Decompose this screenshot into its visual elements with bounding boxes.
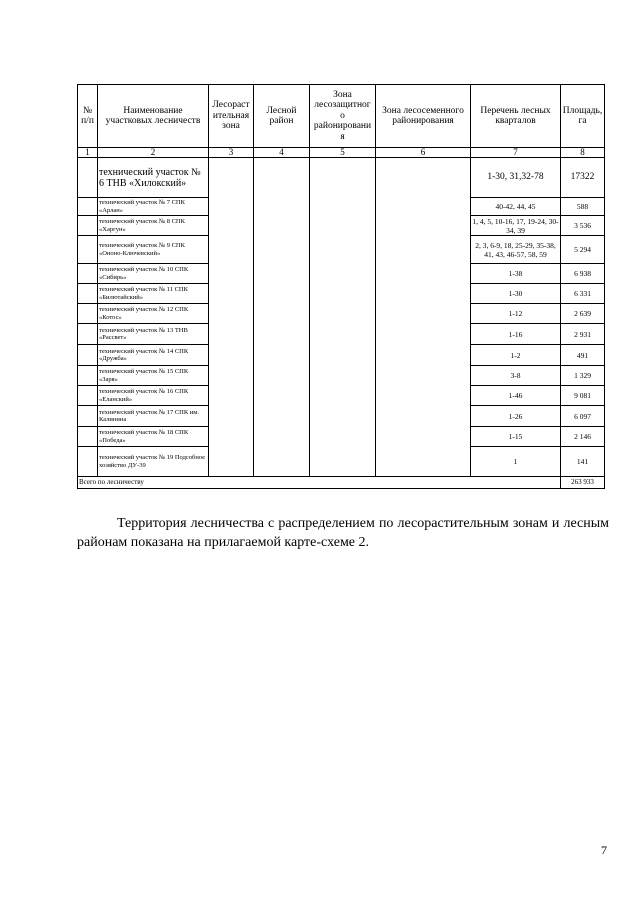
row-number-cell: [78, 366, 98, 386]
row-number-cell: [78, 198, 98, 216]
section-name: технический участок № 6 ТНВ «Хилокский»: [98, 158, 209, 198]
area-cell: 2 639: [561, 304, 605, 324]
column-number: 7: [471, 148, 561, 158]
quarters-cell: 1-26: [471, 406, 561, 427]
header-cell: Наименование участковых лесничеств: [98, 85, 209, 148]
quarters-cell: 1-38: [471, 264, 561, 284]
area-cell: 3 536: [561, 216, 605, 236]
quarters-cell: 3-8: [471, 366, 561, 386]
row-number-cell: [78, 264, 98, 284]
row-number-cell: [78, 216, 98, 236]
column-number: 8: [561, 148, 605, 158]
row-number-cell: [78, 304, 98, 324]
quarters-cell: 2, 3, 6-9, 18, 25-29, 35-38, 41, 43, 46-57, 58, 59: [471, 236, 561, 264]
area-cell: 141: [561, 447, 605, 477]
section-name: технический участок № 10 СПК «Сибирь»: [98, 264, 209, 284]
section-name: технический участок № 16 СПК «Еланский»: [98, 386, 209, 406]
area-cell: 6 097: [561, 406, 605, 427]
quarters-cell: 1-30, 31,32-78: [471, 158, 561, 198]
area-cell: 1 329: [561, 366, 605, 386]
total-row: [78, 477, 605, 489]
quarters-cell: 1-15: [471, 427, 561, 447]
total-label: Всего по лесничеству: [78, 477, 561, 489]
column-number: 3: [209, 148, 254, 158]
header-cell: Перечень лесных кварталов: [471, 85, 561, 148]
row-number-cell: [78, 284, 98, 304]
column-number: 6: [376, 148, 471, 158]
row-number-cell: [78, 447, 98, 477]
forestry-table: [77, 84, 605, 489]
quarters-cell: 40-42, 44, 45: [471, 198, 561, 216]
section-name: технический участок № 18 СПК «Победа»: [98, 427, 209, 447]
header-cell: Зона лесозащитног о районировани я: [310, 85, 376, 148]
column-number: 2: [98, 148, 209, 158]
header-cell: № п/п: [78, 85, 98, 148]
zone-cell: [209, 158, 254, 477]
row-number-cell: [78, 158, 98, 198]
section-name: технический участок № 14 СПК «Дружба»: [98, 345, 209, 366]
column-number: 5: [310, 148, 376, 158]
area-cell: 17322: [561, 158, 605, 198]
quarters-cell: 1, 4, 5, 10-16, 17, 19-24, 30-34, 39: [472, 216, 559, 235]
row-number-cell: [78, 406, 98, 427]
quarters-cell: 1: [471, 447, 561, 477]
header-cell: Площадь, га: [561, 85, 605, 148]
column-number: 4: [254, 148, 310, 158]
row-number-cell: [78, 324, 98, 345]
area-cell: 2 146: [561, 427, 605, 447]
area-cell: 491: [561, 345, 605, 366]
row-number-cell: [78, 386, 98, 406]
section-name: технический участок № 8 СПК «Харгун»: [98, 216, 209, 236]
protection-zone-cell: [310, 158, 376, 477]
header-cell: Лесной район: [254, 85, 310, 148]
section-name: технический участок № 17 СПК им. Калинина: [98, 406, 209, 427]
area-cell: 2 931: [561, 324, 605, 345]
body-paragraph: Территория лесничества с распределением по лесорастительным зонам и лесным районам показана на прилагаемой карте-схеме 2.: [77, 516, 609, 550]
table-row: [78, 158, 605, 198]
section-name: технический участок № 7 СПК «Арлан»: [98, 198, 209, 216]
quarters-cell: 1-2: [471, 345, 561, 366]
quarters-cell: 1-12: [471, 304, 561, 324]
area-cell: 5 294: [561, 236, 605, 264]
header-cell: Зона лесосеменного районирования: [376, 85, 471, 148]
area-cell: 588: [561, 198, 605, 216]
row-number-cell: [78, 427, 98, 447]
section-name: технический участок № 9 СПК «Ононо-Ключевский»: [98, 236, 209, 264]
area-cell: 6 938: [561, 264, 605, 284]
area-cell: 9 081: [561, 386, 605, 406]
row-number-cell: [78, 236, 98, 264]
quarters-cell: 1-30: [471, 284, 561, 304]
column-number: 1: [78, 148, 98, 158]
district-cell: [254, 158, 310, 477]
header-cell: Лесораст ительная зона: [209, 85, 254, 148]
quarters-cell: 1-46: [471, 386, 561, 406]
area-cell: 6 331: [561, 284, 605, 304]
column-number-row: [78, 148, 605, 158]
section-name: технический участок № 11 СПК «Билютайский»: [98, 284, 209, 304]
row-number-cell: [78, 345, 98, 366]
total-area: 263 933: [561, 477, 605, 489]
section-name: технический участок № 12 СПК «Котос»: [98, 304, 209, 324]
header-row: [78, 85, 605, 148]
section-name: технический участок № 13 ТНВ «Рассвет»: [98, 324, 209, 345]
quarters-cell: 1-16: [471, 324, 561, 345]
page-number: 7: [601, 843, 607, 857]
section-name: технический участок № 15 СПК «Заря»: [98, 366, 209, 386]
section-name: технический участок № 19 Подсобное хозяйство ДУ-39: [98, 447, 209, 477]
seed-zone-cell: [376, 158, 471, 477]
